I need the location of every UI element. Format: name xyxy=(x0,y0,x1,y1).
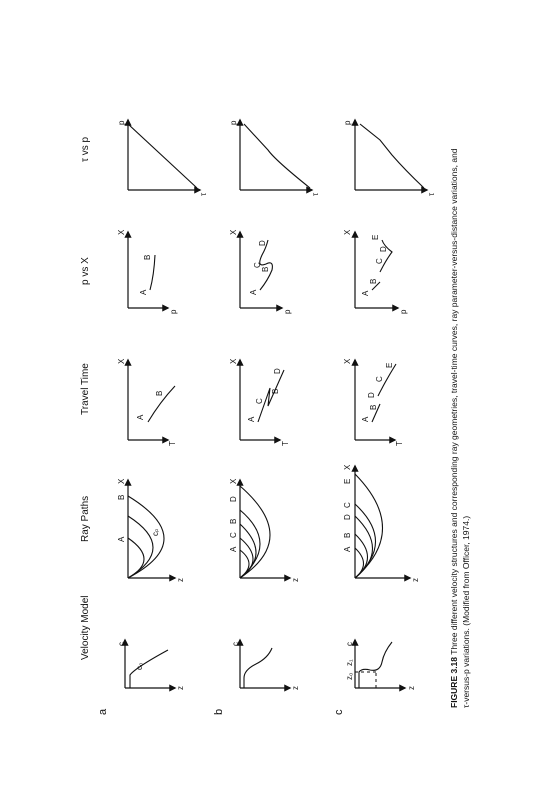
svg-text:D: D xyxy=(367,392,376,398)
svg-text:A: A xyxy=(361,416,370,422)
caption-text: Three different velocity structures and corresponding ray geometries, travel-time curves, ray parameter-versus-distance variations, and τ-versus-p variations. (Modified from Officer, 1974.) xyxy=(449,148,471,708)
svg-text:X: X xyxy=(343,229,352,235)
tau-vs-p-a xyxy=(117,120,208,196)
svg-text:p: p xyxy=(283,309,292,314)
ray-paths-b xyxy=(229,478,300,582)
z0-label: z₀ xyxy=(345,672,354,680)
svg-text:B: B xyxy=(369,404,378,410)
travel-time-c xyxy=(343,358,404,446)
svg-text:D: D xyxy=(258,240,267,246)
ray-paths-a xyxy=(117,478,185,582)
svg-text:D: D xyxy=(343,514,352,520)
svg-text:T: T xyxy=(168,441,177,446)
svg-text:X: X xyxy=(229,229,238,235)
ray-paths-c xyxy=(343,464,420,582)
svg-text:E: E xyxy=(371,234,380,240)
svg-text:p: p xyxy=(343,120,352,125)
row-label-c: c xyxy=(333,709,345,715)
travel-time-a xyxy=(117,358,177,446)
row-label-b: b xyxy=(213,708,225,715)
velocity-model-b xyxy=(231,640,300,690)
svg-text:A: A xyxy=(249,289,258,295)
velocity-model-c xyxy=(345,640,416,690)
svg-text:C: C xyxy=(255,398,264,404)
svg-text:A: A xyxy=(247,416,256,422)
svg-text:z: z xyxy=(291,686,300,690)
svg-text:X: X xyxy=(229,358,238,364)
caption-label: FIGURE 3.18 xyxy=(449,656,459,708)
p-vs-x-a xyxy=(117,229,178,314)
svg-text:z: z xyxy=(411,578,420,582)
velocity-model-a xyxy=(117,640,185,690)
svg-text:A: A xyxy=(343,546,352,552)
svg-text:B: B xyxy=(369,278,378,284)
svg-text:B: B xyxy=(155,390,164,396)
svg-text:T: T xyxy=(395,441,404,446)
header-travel-time: Travel Time xyxy=(80,363,91,415)
svg-text:p: p xyxy=(117,120,126,125)
tau-vs-p-b xyxy=(229,120,320,196)
svg-text:C: C xyxy=(229,532,238,538)
svg-text:p: p xyxy=(169,309,178,314)
svg-text:c: c xyxy=(117,642,126,646)
svg-text:D: D xyxy=(229,496,238,502)
header-velocity-model: Velocity Model xyxy=(80,595,91,660)
svg-text:z: z xyxy=(291,578,300,582)
svg-text:p: p xyxy=(399,309,408,314)
svg-text:X: X xyxy=(117,478,126,484)
svg-text:X: X xyxy=(343,358,352,364)
svg-text:B: B xyxy=(343,532,352,538)
svg-text:c: c xyxy=(345,642,354,646)
svg-text:z: z xyxy=(176,578,185,582)
svg-text:C: C xyxy=(343,502,352,508)
c0-label: c₀ xyxy=(135,662,144,670)
header-ray-paths: Ray Paths xyxy=(80,495,91,542)
svg-text:τ: τ xyxy=(311,192,320,196)
svg-text:X: X xyxy=(343,464,352,470)
svg-text:τ: τ xyxy=(427,192,436,196)
svg-text:X: X xyxy=(117,229,126,235)
svg-text:A: A xyxy=(117,536,126,542)
svg-text:A: A xyxy=(136,414,145,420)
svg-text:C: C xyxy=(375,376,384,382)
svg-text:z: z xyxy=(407,686,416,690)
svg-text:D: D xyxy=(379,246,388,252)
svg-text:B: B xyxy=(271,388,280,394)
svg-text:E: E xyxy=(385,362,394,368)
p-vs-x-b xyxy=(229,229,292,314)
p-vs-x-c xyxy=(343,229,408,314)
travel-time-b xyxy=(229,358,290,446)
svg-text:B: B xyxy=(143,254,152,260)
header-tau-vs-p: τ vs p xyxy=(80,136,91,162)
svg-text:D: D xyxy=(273,368,282,374)
svg-text:B: B xyxy=(261,266,270,272)
svg-text:E: E xyxy=(343,478,352,484)
z1-label: z₁ xyxy=(345,659,354,666)
header-p-vs-x: p vs X xyxy=(80,257,91,285)
figure-caption xyxy=(448,148,472,708)
svg-text:C: C xyxy=(253,262,262,268)
svg-text:X: X xyxy=(229,478,238,484)
row-label-a: a xyxy=(97,708,109,715)
svg-text:B: B xyxy=(117,494,126,500)
svg-text:X: X xyxy=(117,358,126,364)
svg-text:B: B xyxy=(229,518,238,524)
cp-label: cₚ xyxy=(151,528,160,536)
svg-text:p: p xyxy=(229,120,238,125)
tau-vs-p-c xyxy=(343,120,436,196)
svg-text:c: c xyxy=(231,642,240,646)
svg-text:τ: τ xyxy=(199,192,208,196)
svg-text:A: A xyxy=(139,289,148,295)
svg-text:A: A xyxy=(229,546,238,552)
svg-text:T: T xyxy=(281,441,290,446)
svg-text:z: z xyxy=(176,686,185,690)
svg-text:A: A xyxy=(361,290,370,296)
svg-text:C: C xyxy=(375,258,384,264)
